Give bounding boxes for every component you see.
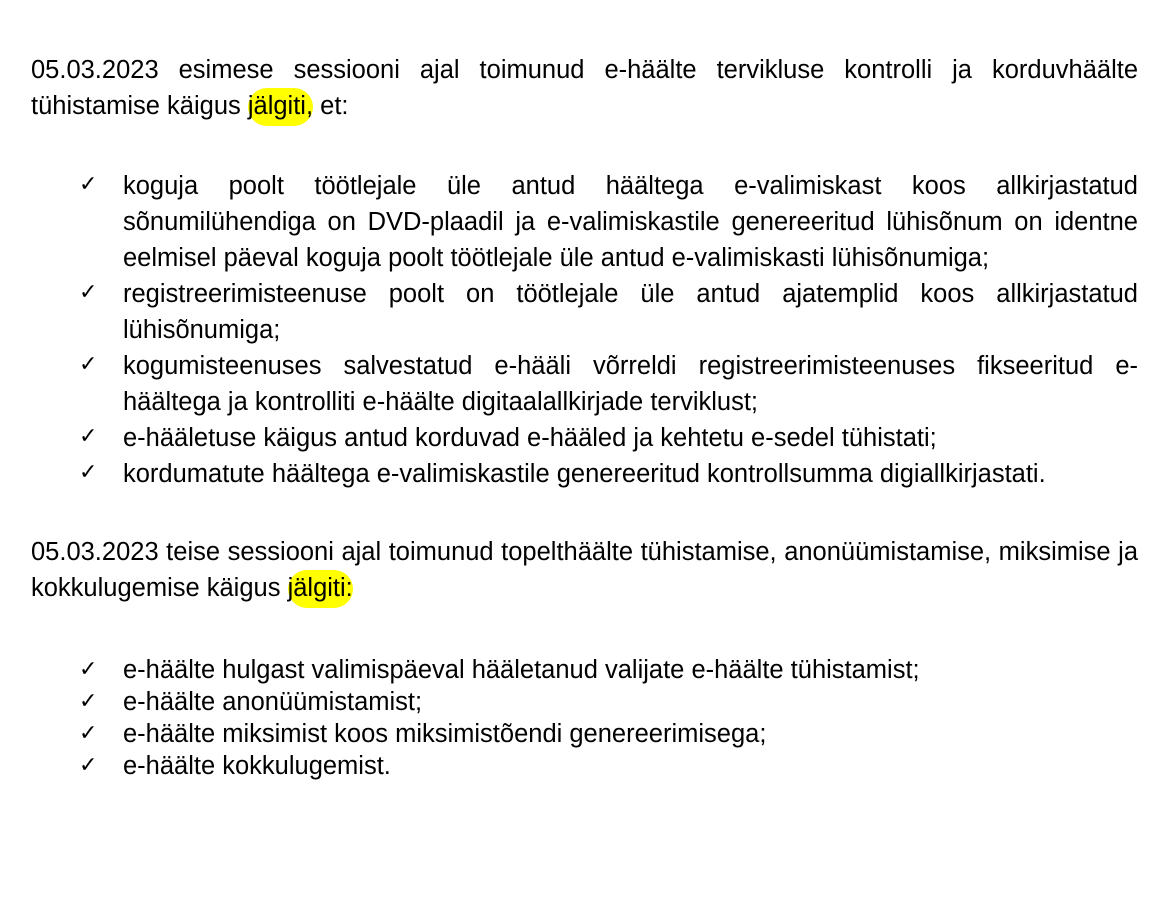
section-1-checklist	[31, 168, 1138, 492]
list-item	[79, 686, 1138, 718]
list-item-text: e-häälte hulgast valimispäeval hääletanud valijate e-häälte tühistamist;	[123, 656, 920, 684]
list-item	[79, 168, 1138, 276]
section-2-intro	[31, 534, 1138, 606]
list-item-text: e-häälte kokkulugemist.	[123, 752, 391, 780]
list-item	[79, 654, 1138, 686]
list-item	[79, 456, 1138, 492]
section-1-intro	[31, 52, 1138, 124]
list-item-text: e-häälte anonüümistamist;	[123, 688, 423, 716]
list-item	[79, 420, 1138, 456]
checkmark-icon: ✓	[79, 657, 98, 682]
checkmark-icon: ✓	[79, 424, 98, 449]
highlighted-text: jälgiti:	[288, 570, 353, 608]
list-item-text: koguja poolt töötlejale üle antud häältega e-valimiskast koos allkirjastatud sõnumilühendiga on DVD-plaadil ja e-valimiskastile genereeritud lühisõnum on identne eelmisel päeval koguja poolt töötlejale üle antud e-valimiskasti lühisõnumiga;	[123, 172, 1138, 272]
list-item-text: kordumatute häältega e-valimiskastile genereeritud kontrollsumma digiallkirjastati.	[123, 460, 1046, 488]
section-2-checklist	[31, 654, 1138, 782]
checkmark-icon: ✓	[79, 172, 98, 197]
section-1-intro-text: 05.03.2023 esimese sessiooni ajal toimunud e-häälte tervikluse kontrolli ja korduvhäälte tühistamise käigus	[31, 56, 1138, 120]
section-2-intro-text: 05.03.2023 teise sessiooni ajal toimunud topelthäälte tühistamise, anonüümistamise, miksimise ja kokkulugemise käigus	[31, 538, 1138, 602]
checkmark-icon: ✓	[79, 689, 98, 714]
list-item-text: registreerimisteenuse poolt on töötlejale üle antud ajatemplid koos allkirjastatud lühisõnumiga;	[123, 280, 1138, 344]
highlighted-text: jälgiti,	[248, 88, 313, 126]
checkmark-icon: ✓	[79, 721, 98, 746]
list-item	[79, 276, 1138, 348]
checkmark-icon: ✓	[79, 280, 98, 305]
list-item-text: kogumisteenuses salvestatud e-hääli võrreldi registreerimisteenuses fikseeritud e-häältega ja kontrolliti e-häälte digitaalallkirjade terviklust;	[123, 352, 1138, 416]
list-item	[79, 348, 1138, 420]
list-item	[79, 718, 1138, 750]
checkmark-icon: ✓	[79, 460, 98, 485]
list-item-text: e-hääletuse käigus antud korduvad e-hääled ja kehtetu e-sedel tühistati;	[123, 424, 937, 452]
section-1-intro-tail: et:	[320, 92, 349, 120]
checkmark-icon: ✓	[79, 753, 98, 778]
checkmark-icon: ✓	[79, 352, 98, 377]
list-item-text: e-häälte miksimist koos miksimistõendi genereerimisega;	[123, 720, 767, 748]
document-page	[31, 52, 1138, 782]
list-item	[79, 750, 1138, 782]
